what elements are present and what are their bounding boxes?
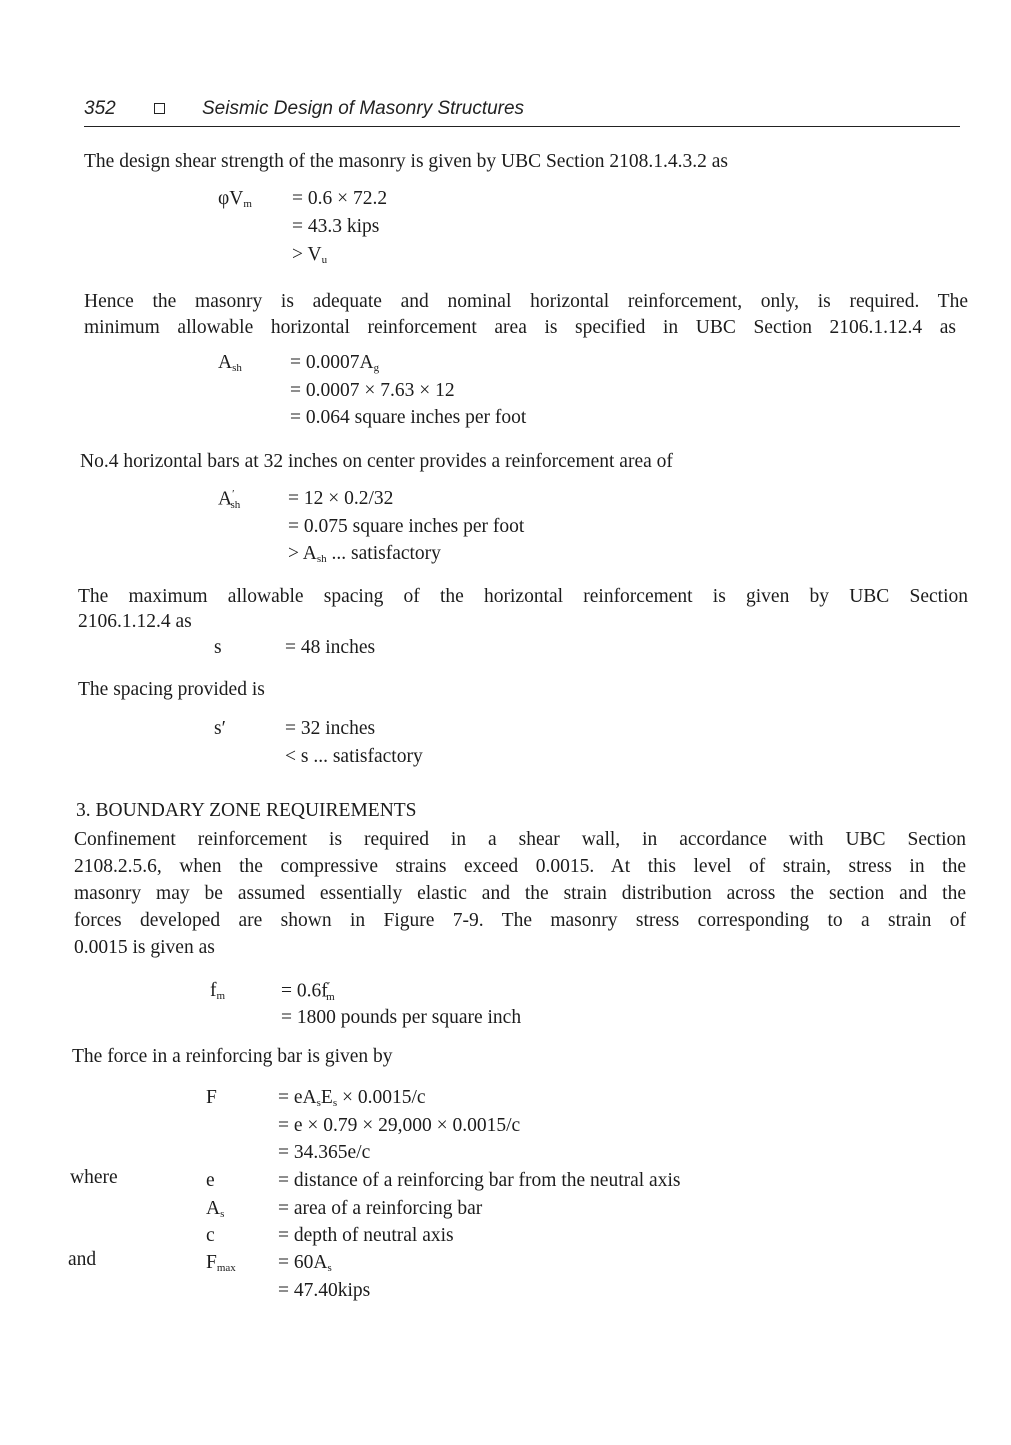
- equation-line: = 34.365e/c: [278, 1142, 371, 1163]
- paragraph-confinement-line3: masonry may be assumed essentially elastic and the strain distribution across the section and the: [74, 883, 966, 904]
- equation-line: > $A_{sh}$ ... satisfactory: [288, 543, 441, 565]
- paragraph-confinement-line2: 2108.2.5.6, when the compressive strains exceed 0.0015. At this level of strain, stress in the: [74, 856, 966, 877]
- equation-line: = 0.6 × 72.2: [292, 188, 388, 209]
- paragraph-max-spacing-line2: 2106.1.12.4 as: [78, 611, 192, 632]
- equation-line: = area of a reinforcing bar: [278, 1198, 483, 1219]
- equation-lhs-fmax: $F_{max}$: [206, 1252, 236, 1274]
- equation-lhs-ash: $A_{sh}$: [218, 352, 242, 374]
- equation-lhs-s-prime: s′: [214, 718, 226, 739]
- equation-line: = distance of a reinforcing bar from the neutral axis: [278, 1170, 681, 1191]
- equation-line: = depth of neutral axis: [278, 1225, 454, 1246]
- equation-lhs-s: s: [214, 637, 222, 658]
- equation-line: = $60A_s$: [278, 1252, 332, 1274]
- equation-line: = $0.0007A_g$: [290, 352, 380, 374]
- equation-line: = 32 inches: [285, 718, 376, 739]
- paragraph-spacing-provided: The spacing provided is: [78, 679, 265, 700]
- paragraph-max-spacing-line1: The maximum allowable spacing of the horizontal reinforcement is given by UBC Section: [78, 586, 968, 607]
- paragraph-design-shear: The design shear strength of the masonry is given by UBC Section 2108.1.4.3.2 as: [84, 151, 728, 172]
- equation-line: > $V_u$: [292, 244, 328, 266]
- equation-line: = 0.075 square inches per foot: [288, 516, 525, 537]
- equation-line: = 43.3 kips: [292, 216, 380, 237]
- equation-lhs-f: F: [206, 1087, 217, 1108]
- paragraph-confinement-line1: Confinement reinforcement is required in a shear wall, in accordance with UBC Section: [74, 829, 966, 850]
- equation-line: = 47.40kips: [278, 1280, 371, 1301]
- equation-lhs-ash-prime: $A'_{sh}$: [218, 488, 241, 511]
- equation-lhs-as: $A_s$: [206, 1198, 225, 1220]
- equation-line: = 12 × 0.2/32: [288, 488, 394, 509]
- running-header: [84, 96, 960, 127]
- equation-lhs-phivm: $\varphi V_m$: [218, 188, 252, 210]
- paragraph-nominal-reinforcement-line1: Hence the masonry is adequate and nominal horizontal reinforcement, only, is required. The: [84, 291, 968, 312]
- square-bullet-icon: [154, 103, 165, 114]
- paragraph-confinement-line4: forces developed are shown in Figure 7-9. The masonry stress corresponding to a strain of: [74, 910, 966, 931]
- equation-lhs-c: c: [206, 1225, 215, 1246]
- paragraph-confinement-line5: 0.0015 is given as: [74, 937, 215, 958]
- equation-line: = 0.0007 × 7.63 × 12: [290, 380, 455, 401]
- running-title: Seismic Design of Masonry Structures: [202, 98, 525, 119]
- paragraph-nominal-reinforcement-line2: minimum allowable horizontal reinforcement area is specified in UBC Section 2106.1.12.4 as: [84, 317, 956, 338]
- section-heading: 3. BOUNDARY ZONE REQUIREMENTS: [76, 800, 417, 821]
- equation-line: = 0.064 square inches per foot: [290, 407, 527, 428]
- label-where: where: [70, 1167, 118, 1188]
- paragraph-no4-bars: No.4 horizontal bars at 32 inches on center provides a reinforcement area of: [80, 451, 673, 472]
- label-and: and: [68, 1249, 97, 1270]
- equation-line: = 48 inches: [285, 637, 376, 658]
- equation-line: = $eA_sE_s \times 0.0015/c$: [278, 1087, 426, 1109]
- equation-line: < s ... satisfactory: [285, 746, 423, 767]
- paragraph-bar-force: The force in a reinforcing bar is given by: [72, 1046, 393, 1067]
- equation-line: = e × 0.79 × 29,000 × 0.0015/c: [278, 1115, 521, 1136]
- equation-lhs-fm: $f_m$: [210, 980, 226, 1002]
- equation-line: = 1800 pounds per square inch: [281, 1007, 522, 1028]
- equation-lhs-e: e: [206, 1170, 215, 1191]
- equation-line: = $0.6f'_m$: [281, 980, 335, 1003]
- page-number: 352: [84, 98, 116, 119]
